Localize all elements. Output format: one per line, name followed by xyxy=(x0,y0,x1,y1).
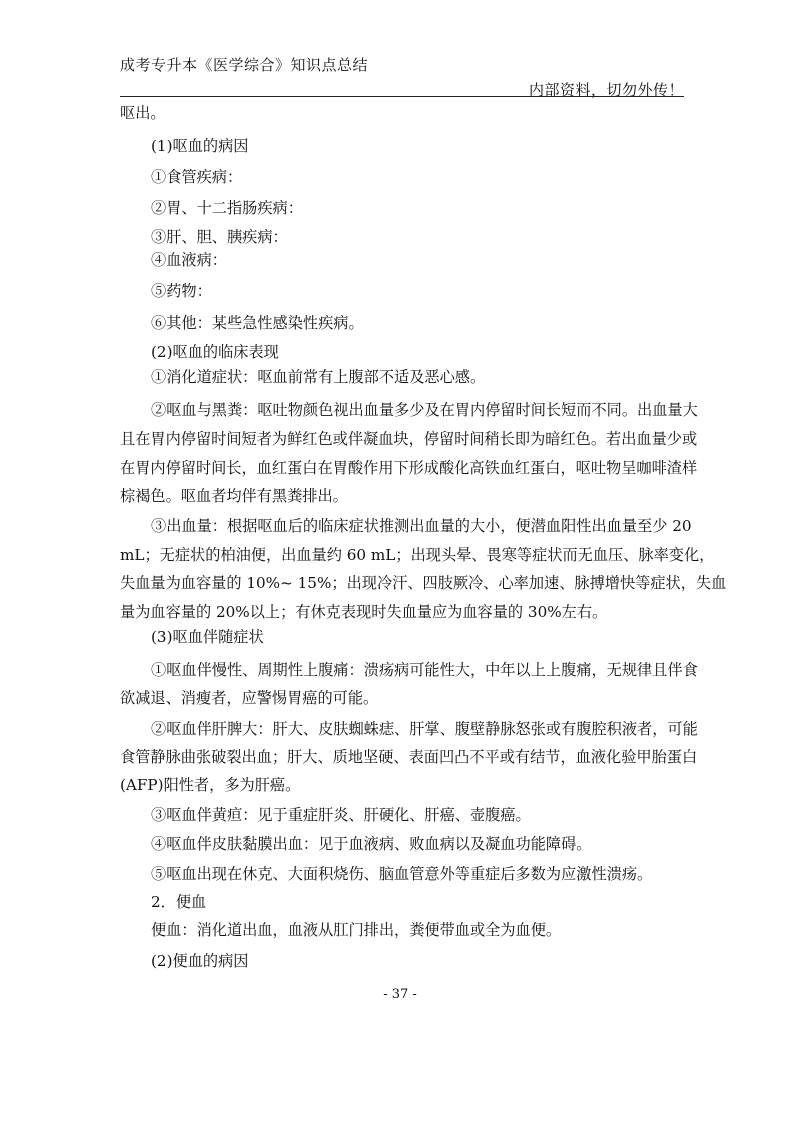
text-line: ①消化道症状：呕血前常有上腹部不适及恶心感。 xyxy=(151,368,486,386)
text-line: ②呕血与黑粪：呕吐物颜色视出血量多少及在胃内停留时间长短而不同。出血量大 xyxy=(151,401,698,419)
text-line: ④呕血伴皮肤黏膜出血：见于血液病、败血病以及凝血功能障碍。 xyxy=(151,835,592,853)
text-line: 便血：消化道出血，血液从肛门排出，粪便带血或全为血便。 xyxy=(151,921,562,939)
page-header-title: 成考专升本《医学综合》知识点总结 xyxy=(120,56,369,74)
text-line: 在胃内停留时间长，血红蛋白在胃酸作用下形成酸化高铁血红蛋白，呕吐物呈咖啡渣样 xyxy=(120,459,698,477)
text-line: ③肝、胆、胰疾病： xyxy=(151,228,288,246)
text-line: ⑤药物： xyxy=(151,282,212,300)
text-line: 2．便血 xyxy=(151,893,207,911)
text-line: ⑤呕血出现在休克、大面积烧伤、脑血管意外等重症后多数为应激性溃疡。 xyxy=(151,865,653,883)
text-line: ③呕血伴黄疸：见于重症肝炎、肝硬化、肝癌、壶腹癌。 xyxy=(151,806,531,824)
text-line: 失血量为血容量的 10%~ 15%；出现冷汗、四肢厥冷、心率加速、脉搏增快等症状，失血 xyxy=(120,574,727,592)
text-line: ①食管疾病： xyxy=(151,168,243,186)
text-line: ①呕血伴慢性、周期性上腹痛：溃疡病可能性大，中年以上上腹痛，无规律且伴食 xyxy=(151,661,698,679)
text-line: (2)呕血的临床表现 xyxy=(151,343,279,361)
text-line: mL；无症状的柏油便，出血量约 60 mL；出现头晕、畏寒等症状而无血压、脉率变化， xyxy=(120,546,715,564)
text-line: ②胃、十二指肠疾病： xyxy=(151,199,303,217)
text-line: (2)便血的病因 xyxy=(151,952,249,970)
text-line: ②呕血伴肝脾大：肝大、皮肤蜘蛛痣、肝掌、腹壁静脉怒张或有腹腔积液者，可能 xyxy=(151,720,698,738)
text-line: 且在胃内停留时间短者为鲜红色或伴凝血块，停留时间稍长即为暗红色。若出血量少或 xyxy=(120,430,698,448)
text-line: (1)呕血的病因 xyxy=(151,137,249,155)
text-line: 欲减退、消瘦者，应警惕胃癌的可能。 xyxy=(120,689,379,707)
header-rule xyxy=(120,96,684,97)
text-line: (3)呕血伴随症状 xyxy=(151,628,264,646)
text-line: 量为血容量的 20%以上；有休克表现时失血量应为血容量的 30%左右。 xyxy=(120,603,608,621)
page-header-notice: 内部资料，切勿外传！ xyxy=(528,81,684,99)
text-line: ⑥其他：某些急性感染性疾病。 xyxy=(151,314,364,332)
text-line: 呕出。 xyxy=(120,104,166,122)
text-line: ③出血量：根据呕血后的临床症状推测出血量的大小，便潜血阳性出血量至少 20 xyxy=(151,517,692,535)
text-line: (AFP)阳性者，多为肝癌。 xyxy=(120,776,301,794)
text-line: ④血液病： xyxy=(151,251,227,269)
page-number: - 37 - xyxy=(383,987,417,1002)
text-line: 棕褐色。呕血者均伴有黑粪排出。 xyxy=(120,487,348,505)
text-line: 食管静脉曲张破裂出血；肝大、质地坚硬、表面凹凸不平或有结节，血液化验甲胎蛋白 xyxy=(120,748,698,766)
